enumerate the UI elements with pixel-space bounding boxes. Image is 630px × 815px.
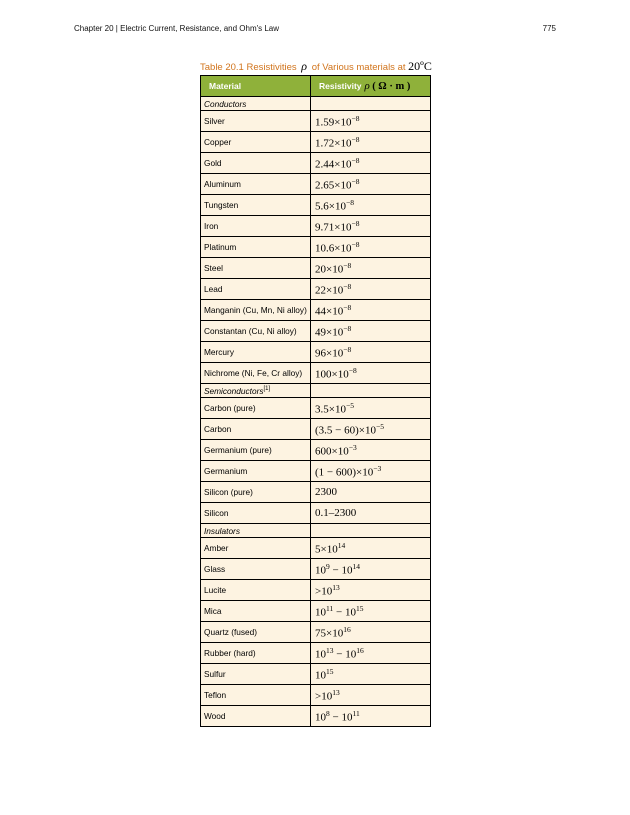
page-number: 775 xyxy=(542,24,556,33)
resistivity-base: 1.72×10 xyxy=(315,137,352,150)
section-label-text: Conductors xyxy=(204,98,247,109)
resistivity-upper-base: − 10 xyxy=(329,564,353,577)
resistivity-upper-exponent: 15 xyxy=(355,603,364,613)
section-row xyxy=(201,97,431,111)
table-row xyxy=(201,195,431,216)
table-row xyxy=(201,685,431,706)
resistivity-base: 10 xyxy=(315,564,326,577)
table-row xyxy=(201,132,431,153)
material-cell: Quartz (fused) xyxy=(201,622,311,643)
resistivity-cell xyxy=(311,538,431,559)
material-cell: Rubber (hard) xyxy=(201,643,311,664)
resistivity-exponent: 13 xyxy=(326,645,334,655)
resistivity-base: 20×10 xyxy=(315,263,344,276)
table-row xyxy=(201,398,431,419)
table-row xyxy=(201,237,431,258)
resistivity-base: 5.6×10 xyxy=(315,200,346,213)
resistivity-upper-exponent: 11 xyxy=(352,708,360,718)
resistivity-exponent: −8 xyxy=(351,113,360,123)
table-row xyxy=(201,216,431,237)
material-cell: Lucite xyxy=(201,580,311,601)
section-label xyxy=(201,384,311,398)
resistivity-exponent: 14 xyxy=(337,540,346,550)
table-row xyxy=(201,363,431,384)
resistivity-exponent: −8 xyxy=(345,197,354,207)
resistivity-cell xyxy=(311,664,431,685)
material-cell: Mercury xyxy=(201,342,311,363)
section-label-text: Semiconductors xyxy=(204,385,264,396)
table-row xyxy=(201,440,431,461)
table-body xyxy=(201,97,431,727)
resistivity-base: 49×10 xyxy=(315,326,344,339)
resistivity-exponent: 13 xyxy=(332,582,340,592)
material-cell: Nichrome (Ni, Fe, Cr alloy) xyxy=(201,363,311,384)
resistivity-base: 10.6×10 xyxy=(315,242,352,255)
material-cell: Manganin (Cu, Mn, Ni alloy) xyxy=(201,300,311,321)
resistivity-cell xyxy=(311,461,431,482)
resistivity-base: 22×10 xyxy=(315,284,344,297)
resistivity-exponent: 11 xyxy=(326,603,334,613)
material-cell: Teflon xyxy=(201,685,311,706)
material-cell: Copper xyxy=(201,132,311,153)
table-row xyxy=(201,643,431,664)
header-unit: ( Ω · m ) xyxy=(372,81,411,92)
table-row xyxy=(201,321,431,342)
table-row xyxy=(201,461,431,482)
material-cell: Lead xyxy=(201,279,311,300)
resistivity-base: 2300 xyxy=(315,486,337,498)
resistivity-exponent: −8 xyxy=(351,155,360,165)
section-label xyxy=(201,97,311,111)
resistivity-base: 96×10 xyxy=(315,347,344,360)
resistivity-exponent: 16 xyxy=(343,624,351,634)
resistivity-exponent: −3 xyxy=(348,442,357,452)
table-row xyxy=(201,153,431,174)
resistivity-exponent: 15 xyxy=(326,666,334,676)
material-cell: Germanium (pure) xyxy=(201,440,311,461)
material-header-label: Material xyxy=(209,81,242,91)
resistivity-upper-exponent: 14 xyxy=(352,561,360,571)
material-cell: Silicon (pure) xyxy=(201,482,311,503)
table-row xyxy=(201,503,431,524)
resistivity-exponent: −8 xyxy=(343,260,352,270)
resistivity-base: 1.59×10 xyxy=(315,116,352,129)
resistivity-exponent: 8 xyxy=(326,708,330,718)
material-cell: Tungsten xyxy=(201,195,311,216)
resistivity-exponent: 13 xyxy=(332,687,340,697)
resistivity-base: 9.71×10 xyxy=(315,221,352,234)
caption-temperature: 20ºC xyxy=(408,59,432,73)
resistivity-exponent: −8 xyxy=(351,176,360,186)
material-cell: Silver xyxy=(201,111,311,132)
resistivity-exponent: −3 xyxy=(373,463,382,473)
resistivity-upper-base: − 10 xyxy=(333,606,356,619)
caption-middle: of Various materials at xyxy=(311,62,406,73)
resistivity-cell xyxy=(311,643,431,664)
material-column-header xyxy=(201,76,311,97)
material-cell: Constantan (Cu, Ni alloy) xyxy=(201,321,311,342)
table-row xyxy=(201,342,431,363)
table-row xyxy=(201,664,431,685)
resistivity-cell xyxy=(311,685,431,706)
resistivity-header-label: Resistivity xyxy=(319,81,362,91)
table-row xyxy=(201,706,431,727)
section-label xyxy=(201,524,311,538)
resistivity-cell xyxy=(311,398,431,419)
material-cell: Germanium xyxy=(201,461,311,482)
material-cell: Carbon (pure) xyxy=(201,398,311,419)
material-cell: Platinum xyxy=(201,237,311,258)
material-cell: Silicon xyxy=(201,503,311,524)
resistivity-base: 2.44×10 xyxy=(315,158,352,171)
caption-rho-symbol: ρ xyxy=(301,59,308,73)
resistivity-cell xyxy=(311,503,431,524)
resistivity-exponent: 9 xyxy=(326,561,330,571)
table-row xyxy=(201,279,431,300)
resistivity-upper-base: − 10 xyxy=(329,711,353,724)
material-cell: Glass xyxy=(201,559,311,580)
table-row xyxy=(201,300,431,321)
section-empty-cell xyxy=(311,524,431,538)
resistivity-cell xyxy=(311,195,431,216)
resistivity-exponent: −8 xyxy=(351,218,360,228)
table-row xyxy=(201,174,431,195)
resistivity-exponent: −8 xyxy=(343,344,352,354)
resistivity-cell xyxy=(311,216,431,237)
material-cell: Iron xyxy=(201,216,311,237)
resistivity-base: (1 − 600)×10 xyxy=(315,466,374,479)
table-caption xyxy=(200,59,432,74)
chapter-title: Chapter 20 | Electric Current, Resistance, and Ohm's Law xyxy=(74,24,280,33)
resistivity-cell xyxy=(311,559,431,580)
resistivity-base: (3.5 − 60)×10 xyxy=(315,424,376,437)
resistivity-base: 100×10 xyxy=(315,368,349,381)
resistivity-cell xyxy=(311,321,431,342)
material-cell: Gold xyxy=(201,153,311,174)
resistivity-base: 10 xyxy=(315,606,326,619)
material-cell: Carbon xyxy=(201,419,311,440)
resistivity-base: 44×10 xyxy=(315,305,344,318)
resistivity-exponent: −5 xyxy=(375,421,384,431)
resistivity-base: 10 xyxy=(315,711,326,724)
resistivity-exponent: −8 xyxy=(343,281,352,291)
resistivity-base: >10 xyxy=(315,585,333,598)
header-rho-symbol: ρ xyxy=(364,80,370,92)
resistivity-exponent: −8 xyxy=(351,134,360,144)
table-row xyxy=(201,419,431,440)
material-cell: Sulfur xyxy=(201,664,311,685)
resistivity-column-header xyxy=(311,76,431,97)
resistivity-upper-exponent: 16 xyxy=(356,645,364,655)
table-row xyxy=(201,258,431,279)
section-empty-cell xyxy=(311,97,431,111)
resistivity-cell xyxy=(311,440,431,461)
table-row xyxy=(201,559,431,580)
resistivity-cell xyxy=(311,706,431,727)
material-cell: Aluminum xyxy=(201,174,311,195)
resistivity-base: >10 xyxy=(315,690,333,703)
material-cell: Mica xyxy=(201,601,311,622)
resistivity-exponent: −8 xyxy=(343,302,352,312)
resistivity-cell xyxy=(311,111,431,132)
section-row xyxy=(201,384,431,398)
resistivity-base: 10 xyxy=(315,648,326,661)
material-cell: Amber xyxy=(201,538,311,559)
resistivity-cell xyxy=(311,279,431,300)
resistivity-exponent: −8 xyxy=(348,365,357,375)
resistivity-cell xyxy=(311,237,431,258)
table-row xyxy=(201,622,431,643)
resistivity-exponent: −5 xyxy=(345,400,354,410)
resistivity-cell xyxy=(311,601,431,622)
table-row xyxy=(201,601,431,622)
resistivity-exponent: −8 xyxy=(343,323,352,333)
resistivity-cell xyxy=(311,622,431,643)
resistivity-base: 3.5×10 xyxy=(315,403,346,416)
resistivity-cell xyxy=(311,132,431,153)
resistivity-exponent: −8 xyxy=(351,239,360,249)
resistivity-cell xyxy=(311,419,431,440)
section-row xyxy=(201,524,431,538)
footnote-ref: [1] xyxy=(263,385,271,392)
resistivity-cell xyxy=(311,258,431,279)
table-row xyxy=(201,482,431,503)
resistivity-cell xyxy=(311,363,431,384)
resistivity-cell xyxy=(311,153,431,174)
resistivity-cell xyxy=(311,174,431,195)
resistivity-base: 75×10 xyxy=(315,627,344,640)
resistivity-base: 0.1–2300 xyxy=(315,507,357,519)
table-row xyxy=(201,580,431,601)
table-row xyxy=(201,538,431,559)
resistivity-base: 5×10 xyxy=(315,543,338,556)
table-header-row xyxy=(201,76,431,97)
resistivity-cell xyxy=(311,482,431,503)
resistivity-cell xyxy=(311,300,431,321)
section-empty-cell xyxy=(311,384,431,398)
table-row xyxy=(201,111,431,132)
resistivity-base: 600×10 xyxy=(315,445,349,458)
section-label-text: Insulators xyxy=(204,525,240,536)
resistivity-cell xyxy=(311,580,431,601)
resistivity-cell xyxy=(311,342,431,363)
caption-prefix: Table 20.1 Resistivities xyxy=(200,62,297,73)
resistivity-base: 10 xyxy=(315,669,326,682)
material-cell: Steel xyxy=(201,258,311,279)
resistivity-table xyxy=(200,75,431,727)
resistivity-upper-base: − 10 xyxy=(333,648,357,661)
resistivity-base: 2.65×10 xyxy=(315,179,352,192)
material-cell: Wood xyxy=(201,706,311,727)
